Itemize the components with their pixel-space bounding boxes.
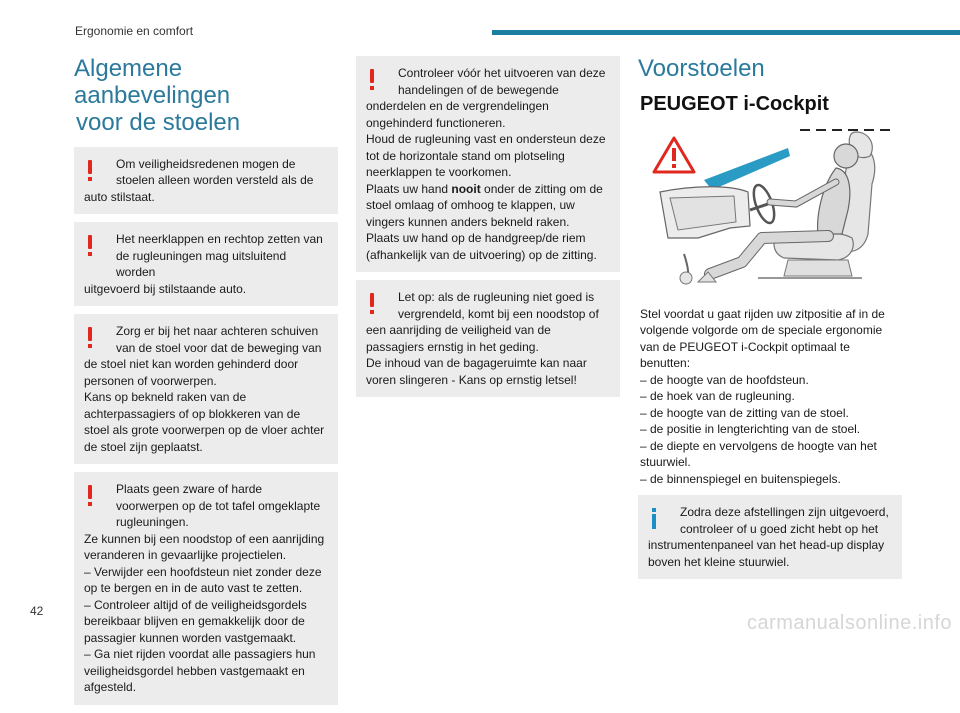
warning-icon <box>85 235 95 257</box>
warning-icon <box>85 327 95 349</box>
column-middle <box>356 56 620 405</box>
warning-icon <box>367 293 377 315</box>
list-item: – de positie in lengterichting van de stoel. <box>640 422 861 437</box>
warning-icon <box>85 160 95 182</box>
adjustment-instructions: Stel voordat u gaat rijden uw zitpositie af in de volgende volgorde om de speciale ergonomie van de PEUGEOT i-Cockpit optimaal te benutten: – de hoogte van de hoofdsteun. – de hoek van de rugleuning. – de hoogte van de zitting van de stoel. – de positie in lengterichting van de stoel. – de diepte en vervolgens de hoogte van het stuurwiel. – de binnenspiegel en buitenspiegels. <box>640 306 902 488</box>
page-number: 42 <box>30 604 44 618</box>
header-section-title: Ergonomie en comfort <box>75 24 194 38</box>
driver-position-illustration <box>638 126 902 296</box>
seated-driver-illustration <box>638 126 902 296</box>
list-item: – de hoogte van de hoofdsteun. <box>640 372 809 387</box>
paragraph-hand-placement: Plaats uw hand nooit onder de zitting om de stoel omlaag of omhoog te klappen, uw vingers kunnen anders bekneld raken. <box>366 181 603 229</box>
warning-triangle-icon <box>654 138 694 172</box>
section-title-seat-recommendations: Algemene aanbevelingen voor de stoelen <box>74 55 241 136</box>
column-left <box>74 56 338 713</box>
section-title-front-seats: Voorstoelen <box>638 55 765 82</box>
watermark: carmanualsonline.info <box>746 612 952 634</box>
warning-box: Plaats geen zware of harde voorwerpen op de tot tafel omgeklapte rugleuningen. Ze kunnen bij een noodstop of een aanrijding veranderen in gevaarlijke projectielen. – Verwijder een hoofdsteun niet zonder deze op te bergen en in de auto vast te zetten. – Controleer altijd of de veiligheidsgordels bereikbaar blijven en gemakkelijk door de passagier kunnen worden vastgemaakt. – Ga niet rijden voordat alle passagiers hun veiligheidsgordel hebben vastgemaakt en afgesteld. <box>74 472 338 705</box>
list-item: – de diepte en vervolgens de hoogte van het stuurwiel. <box>640 438 877 470</box>
info-icon <box>649 508 659 530</box>
subtitle-i-cockpit: PEUGEOT i-Cockpit <box>640 92 829 115</box>
header-accent-bar <box>492 30 960 35</box>
warning-box: Zorg er bij het naar achteren schuiven van de stoel voor dat de beweging van de stoel niet kan worden gehinderd door personen of voorwerpen. Kans op bekneld raken van de achterpassagiers of op blokkeren van de stoel als grote voorwerpen op de vloer achter de stoel zijn geplaatst. <box>74 314 338 464</box>
list-item: – de hoek van de rugleuning. <box>640 389 795 404</box>
info-box: Zodra deze afstellingen zijn uitgevoerd, controleer of u goed zicht hebt op het instrumentenpaneel van het head-up display boven het kleine stuurwiel. <box>638 495 902 579</box>
list-item: – de binnenspiegel en buitenspiegels. <box>640 471 841 486</box>
warning-icon <box>85 485 95 507</box>
warning-box: Het neerklappen en rechtop zetten van de rugleuningen mag uitsluitend worden uitgevoerd bij stilstaande auto. <box>74 222 338 306</box>
column-right <box>638 56 902 587</box>
warning-icon <box>367 69 377 91</box>
warning-box: Let op: als de rugleuning niet goed is vergrendeld, komt bij een noodstop of een aanrijding de veiligheid van de passagiers ernstig in het geding. De inhoud van de bagageruimte kan naar voren slingeren - Kans op ernstig letsel! <box>356 280 620 397</box>
warning-box: Controleer vóór het uitvoeren van deze handelingen of de bewegende onderdelen en de vergrendelingen ongehinderd functioneren. Houd de rugleuning vast en ondersteun deze tot de horizontale stand om plotseling neerklappen te voorkomen. Plaats uw hand nooit onder de zitting om de stoel omlaag of omhoog te klappen, uw vingers kunnen anders bekneld raken. Plaats uw hand op de handgreep/de riem (afhankelijk van de uitvoering) op de zitting. <box>356 56 620 272</box>
list-item: – de hoogte van de zitting van de stoel. <box>640 405 849 420</box>
warning-box: Om veiligheidsredenen mogen de stoelen alleen worden versteld als de auto stilstaat. <box>74 147 338 215</box>
